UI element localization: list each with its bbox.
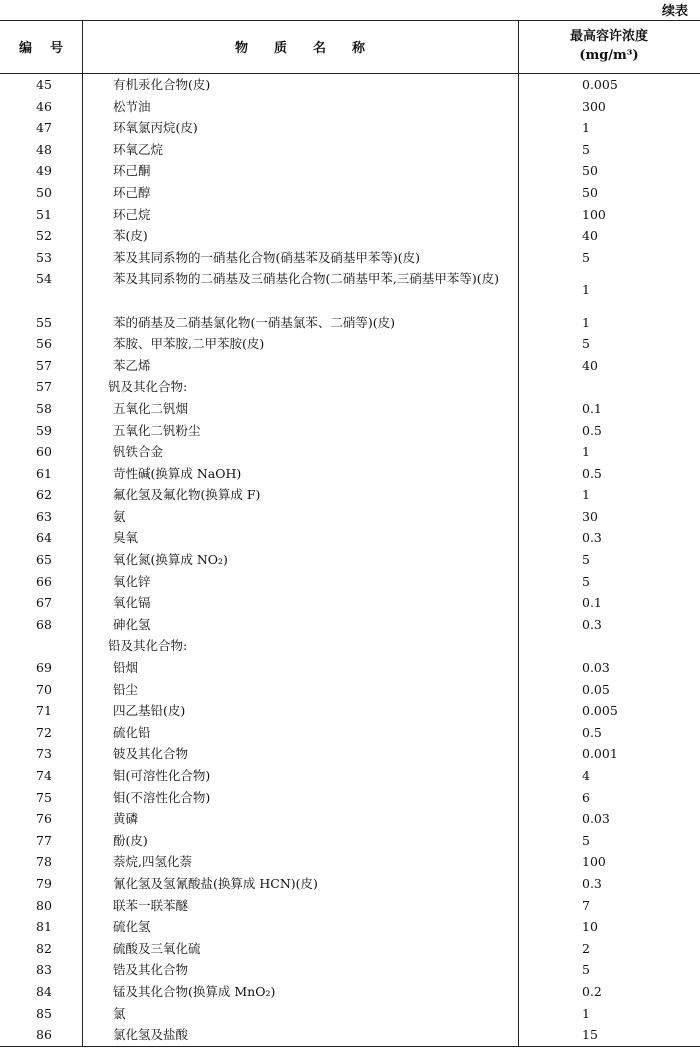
table-row [0,1024,700,1046]
row-max-concentration: 100 [582,854,606,870]
row-substance-name: 氯 [113,1005,126,1021]
row-max-concentration: 1 [582,487,590,503]
row-id: 51 [36,206,52,222]
table-row [0,355,700,377]
table-row [0,398,700,420]
row-max-concentration: 10 [582,919,598,935]
table-row [0,916,700,938]
table-body [0,74,700,1046]
row-substance-name: 锰及其化合物(换算成 MnO₂) [113,983,276,999]
row-max-concentration: 30 [582,508,598,524]
row-id: 47 [36,120,52,136]
row-id: 75 [36,789,52,805]
row-substance-name: 氟化氢及氟化物(换算成 F) [113,487,261,503]
table-row [0,830,700,852]
row-max-concentration: 0.005 [582,77,618,92]
row-max-concentration: 0.1 [582,400,602,416]
row-id: 73 [36,746,52,762]
table-row [0,506,700,528]
row-id: 85 [36,1005,52,1021]
substance-table [0,20,700,1047]
row-max-concentration: 5 [582,832,590,848]
table-row [0,441,700,463]
row-substance-name: 环氧氯丙烷(皮) [113,120,198,136]
header-concentration-unit: (mg/m³) [579,48,639,63]
row-substance-name: 苛性碱(换算成 NaOH) [113,465,242,481]
table-row [0,938,700,960]
row-id: 59 [36,422,52,438]
header-concentration-title: 最高容许浓度 [569,29,648,44]
table-header [0,21,700,74]
row-substance-name: 苯乙烯 [113,357,151,373]
row-max-concentration: 0.5 [582,465,602,481]
table-row [0,679,700,701]
row-max-concentration: 0.05 [582,681,610,697]
table-row [0,959,700,981]
header-name: 物质名称 [234,41,391,56]
row-max-concentration: 40 [582,228,598,244]
row-id: 54 [36,271,52,287]
table-row [0,182,700,204]
row-substance-name: 苯及其同系物的一硝基化合物(硝基苯及硝基甲苯等)(皮) [113,249,421,265]
row-substance-name: 有机汞化合物(皮) [113,77,211,92]
row-id: 77 [36,832,52,848]
group-heading-row [0,635,700,657]
table-row [0,787,700,809]
table-row [0,484,700,506]
table-row [0,895,700,917]
row-id: 78 [36,854,52,870]
row-substance-name: 环己酮 [113,163,151,179]
row-id: 52 [36,228,52,244]
row-max-concentration: 1 [582,282,590,298]
row-substance-name: 铅尘 [113,681,139,697]
row-id: 46 [36,98,52,114]
row-id: 56 [36,336,52,352]
row-substance-name: 氰化氢及氢氰酸盐(换算成 HCN)(皮) [113,875,318,891]
table-row [0,139,700,161]
table-row [0,268,700,311]
row-id: 83 [36,962,52,978]
row-substance-name: 氨 [113,508,126,524]
row-substance-name: 萘烷,四氢化萘 [113,854,192,870]
group-heading-row [0,376,700,398]
table-row [0,851,700,873]
row-id: 66 [36,573,52,589]
row-max-concentration: 0.03 [582,660,610,676]
row-substance-name: 砷化氢 [113,616,151,632]
table-row [0,549,700,571]
row-substance-name: 环氧乙烷 [113,141,164,157]
table-row [0,225,700,247]
row-substance-name: 氯化氢及盐酸 [113,1027,189,1043]
header-id: 编号 [18,41,81,56]
row-max-concentration: 15 [582,1027,598,1043]
row-substance-name: 硫酸及三氧化硫 [113,940,201,956]
row-substance-name: 苯及其同系物的二硝基及三硝基化合物(二硝基甲苯,三硝基甲苯等)(皮) [113,271,499,287]
row-max-concentration: 5 [582,962,590,978]
table-row [0,657,700,679]
row-max-concentration: 4 [582,768,590,783]
row-substance-name: 铅及其化合物: [108,638,188,654]
row-max-concentration: 0.5 [582,422,602,438]
row-max-concentration: 100 [582,206,606,222]
row-max-concentration: 50 [582,163,598,179]
table-row [0,117,700,139]
row-substance-name: 环己烷 [113,206,151,222]
row-id: 58 [36,400,52,416]
table-row [0,722,700,744]
row-max-concentration: 5 [582,552,590,568]
row-substance-name: 五氧化二钒烟 [113,400,189,416]
row-substance-name: 钒铁合金 [113,444,164,460]
row-id: 57 [36,379,52,395]
header-concentration [518,27,700,65]
row-id: 81 [36,919,52,935]
row-max-concentration: 300 [582,98,606,114]
continued-label: 续表 [661,4,688,19]
row-id: 48 [36,141,52,157]
table-row [0,1003,700,1025]
table-row [0,765,700,787]
row-substance-name: 钼(可溶性化合物) [113,768,211,783]
row-max-concentration: 5 [582,573,590,589]
row-substance-name: 苯(皮) [113,228,148,244]
row-id: 76 [36,811,52,827]
row-id: 71 [36,703,52,719]
row-id: 61 [36,465,52,481]
row-id: 72 [36,724,52,740]
row-id: 68 [36,616,52,632]
row-id: 69 [36,660,52,676]
row-substance-name: 苯胺、甲苯胺,二甲苯胺(皮) [113,336,265,352]
row-max-concentration: 0.03 [582,811,610,827]
table-row [0,463,700,485]
row-max-concentration: 0.001 [582,746,618,762]
row-max-concentration: 6 [582,789,590,805]
table-row [0,312,700,334]
row-substance-name: 硫化铅 [113,724,151,740]
table-row [0,247,700,269]
table-row [0,808,700,830]
row-substance-name: 臭氧 [113,530,139,546]
table-row [0,74,700,96]
row-max-concentration: 40 [582,357,598,373]
row-substance-name: 环己醇 [113,184,151,200]
row-max-concentration: 5 [582,249,590,265]
row-substance-name: 联苯一联苯醚 [113,897,189,913]
row-max-concentration: 5 [582,336,590,352]
row-substance-name: 松节油 [113,98,151,114]
row-id: 45 [36,77,52,92]
table-row [0,96,700,118]
row-max-concentration: 50 [582,184,598,200]
row-substance-name: 钼(不溶性化合物) [113,789,211,805]
row-id: 53 [36,249,52,265]
table-row [0,743,700,765]
row-max-concentration: 1 [582,1005,590,1021]
row-max-concentration: 5 [582,141,590,157]
table-row [0,420,700,442]
row-substance-name: 铅烟 [113,660,139,676]
row-id: 74 [36,768,52,783]
row-substance-name: 锆及其化合物 [113,962,189,978]
table-row [0,981,700,1003]
row-max-concentration: 1 [582,444,590,460]
row-id: 60 [36,444,52,460]
row-max-concentration: 0.3 [582,875,602,891]
table-row [0,160,700,182]
row-max-concentration: 0.3 [582,616,602,632]
row-max-concentration: 0.005 [582,703,618,719]
table-row [0,571,700,593]
table-row [0,700,700,722]
row-substance-name: 酚(皮) [113,832,148,848]
row-max-concentration: 0.1 [582,595,602,611]
row-max-concentration: 0.5 [582,724,602,740]
row-max-concentration: 1 [582,120,590,136]
row-max-concentration: 2 [582,940,590,956]
row-id: 84 [36,983,52,999]
row-id: 63 [36,508,52,524]
row-substance-name: 氧化镉 [113,595,151,611]
row-max-concentration: 7 [582,897,590,913]
table-row [0,204,700,226]
row-substance-name: 苯的硝基及二硝基氯化物(一硝基氯苯、二硝等)(皮) [113,314,396,330]
row-id: 64 [36,530,52,546]
row-id: 50 [36,184,52,200]
row-substance-name: 氧化氮(换算成 NO₂) [113,552,228,568]
row-max-concentration: 0.2 [582,983,602,999]
row-id: 86 [36,1027,52,1043]
row-substance-name: 钒及其化合物: [108,379,188,395]
row-max-concentration: 0.3 [582,530,602,546]
row-id: 49 [36,163,52,179]
table-row [0,527,700,549]
row-id: 70 [36,681,52,697]
table-row [0,592,700,614]
row-substance-name: 铍及其化合物 [113,746,189,762]
row-id: 67 [36,595,52,611]
row-substance-name: 氧化锌 [113,573,151,589]
row-substance-name: 五氧化二钒粉尘 [113,422,201,438]
row-substance-name: 黄磷 [113,811,139,827]
table-row [0,614,700,636]
row-max-concentration: 1 [582,314,590,330]
row-substance-name: 硫化氢 [113,919,151,935]
row-id: 79 [36,875,52,891]
table-row [0,873,700,895]
row-id: 80 [36,897,52,913]
row-substance-name: 四乙基铅(皮) [113,703,186,719]
row-id: 82 [36,940,52,956]
table-row [0,333,700,355]
row-id: 55 [36,314,52,330]
row-id: 57 [36,357,52,373]
row-id: 62 [36,487,52,503]
row-id: 65 [36,552,52,568]
